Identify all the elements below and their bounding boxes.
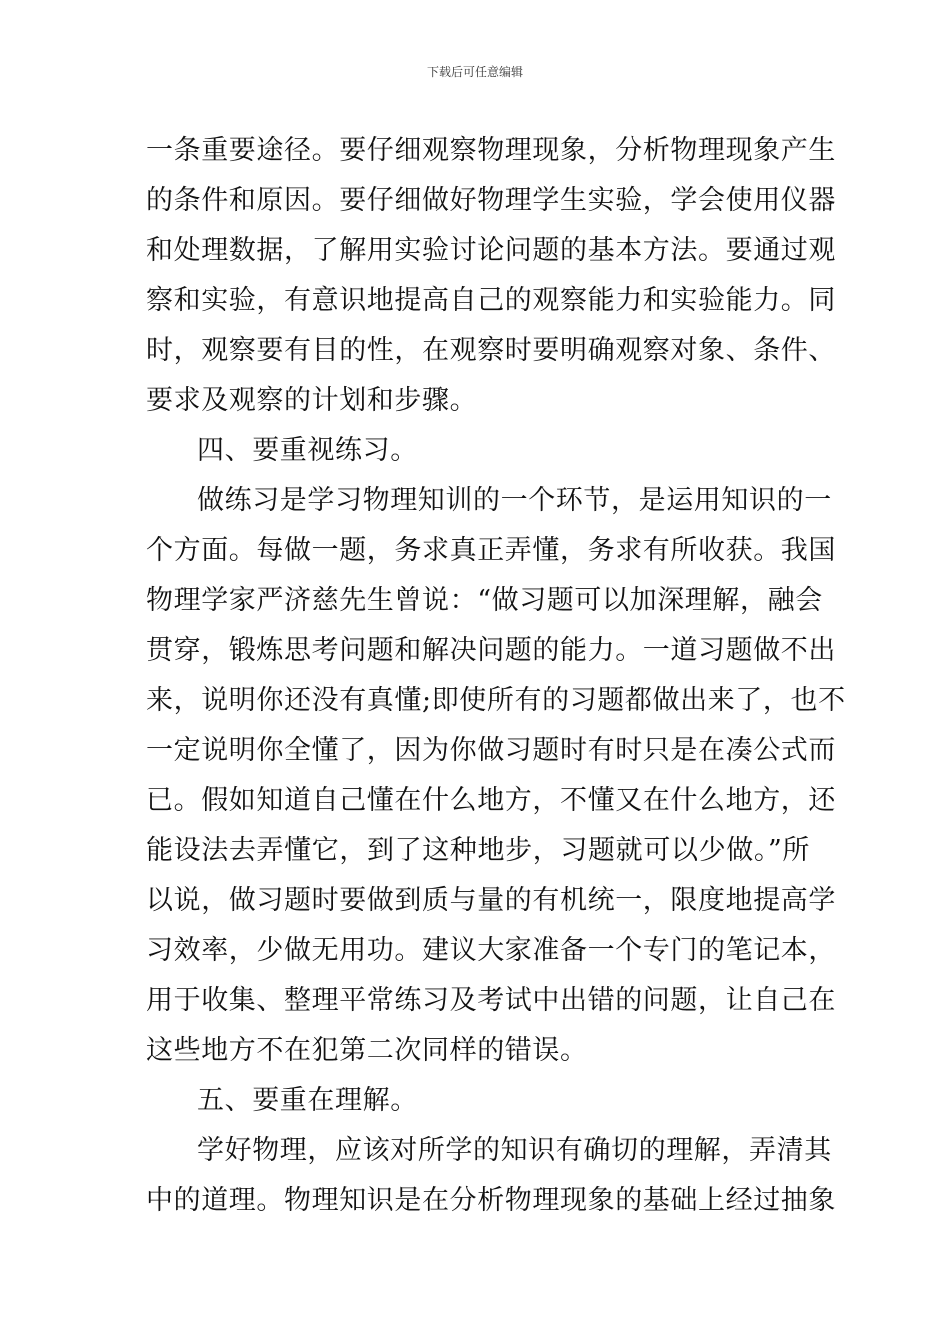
text-line: 和处理数据，了解用实验讨论问题的基本方法。要通过观 (146, 235, 836, 266)
text-line: 要求及观察的计划和步骤。 (146, 385, 478, 416)
text-line: 贯穿，锻炼思考问题和解决问题的能力。一道习题做不出 (146, 635, 836, 666)
text-line: 物理学家严济慈先生曾说：“做习题可以加深理解，融会 (146, 585, 823, 616)
text-line: 能设法去弄懂它，到了这种地步，习题就可以少做。”所 (146, 835, 810, 866)
text-line: 中的道理。物理知识是在分析物理现象的基础上经过抽象 (146, 1185, 836, 1216)
text-line: 这些地方不在犯第二次同样的错误。 (146, 1035, 588, 1066)
section-heading: 五、要重在理解。 (197, 1085, 418, 1116)
text-line: 个方面。每做一题，务求真正弄懂，务求有所收获。我国 (146, 535, 836, 566)
text-line: 一条重要途径。要仔细观察物理现象，分析物理现象产生 (146, 135, 836, 166)
text-line: 做练习是学习物理知训的一个环节，是运用知识的一 (197, 485, 832, 516)
text-line: 以说，做习题时要做到质与量的有机统一，限度地提高学 (146, 885, 836, 916)
text-line: 时，观察要有目的性，在观察时要明确观察对象、条件、 (146, 335, 836, 366)
text-line: 来，说明你还没有真懂;即使所有的习题都做出来了，也不 (146, 685, 846, 716)
section-heading: 四、要重视练习。 (197, 435, 418, 466)
text-line: 习效率，少做无用功。建议大家准备一个专门的笔记本， (146, 935, 836, 966)
text-line: 已。假如知道自己懂在什么地方，不懂又在什么地方，还 (146, 785, 836, 816)
text-line: 察和实验，有意识地提高自己的观察能力和实验能力。同 (146, 285, 836, 316)
text-line: 用于收集、整理平常练习及考试中出错的问题，让自己在 (146, 985, 836, 1016)
page-header: 下载后可任意编辑 (426, 65, 523, 79)
text-line: 一定说明你全懂了，因为你做习题时有时只是在凑公式而 (146, 735, 836, 766)
text-line: 学好物理，应该对所学的知识有确切的理解，弄清其 (197, 1135, 832, 1166)
text-line: 的条件和原因。要仔细做好物理学生实验，学会使用仪器 (146, 185, 836, 216)
